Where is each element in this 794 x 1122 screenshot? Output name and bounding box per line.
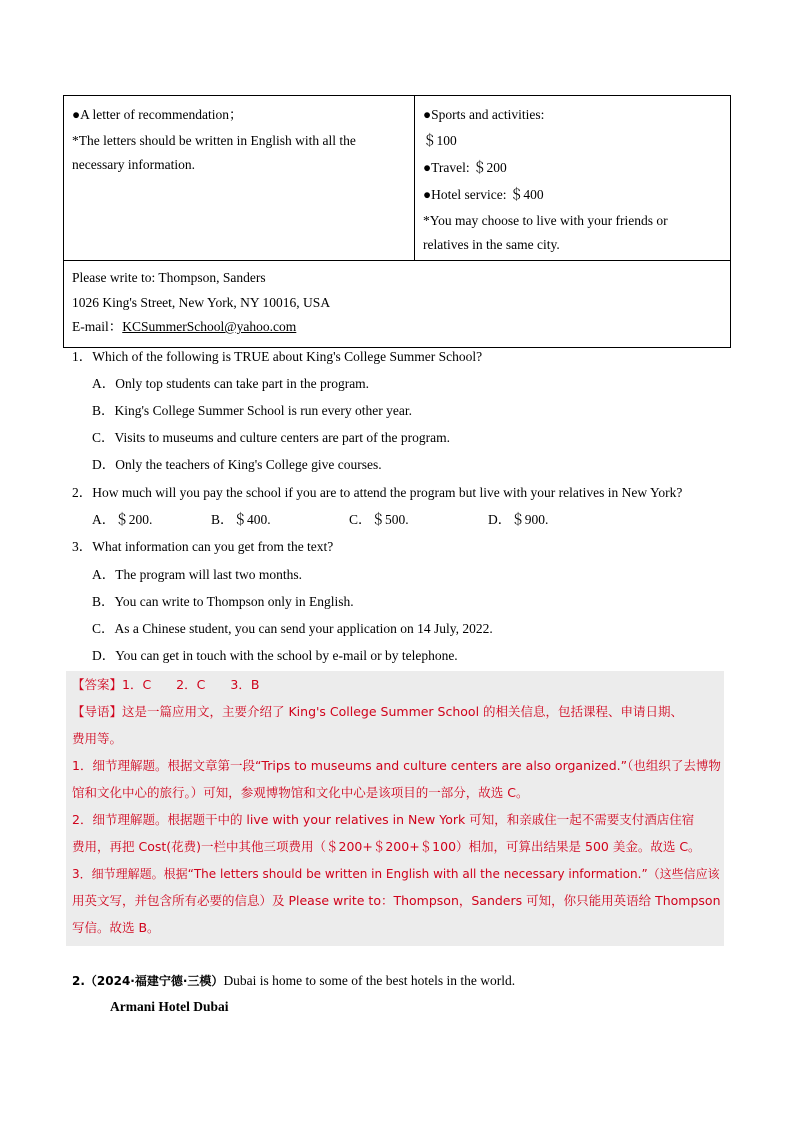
question-2-option-b: B．＄400. bbox=[211, 512, 271, 527]
explanation-q1-cont: 馆和文化中心的旅行。）可知，参观博物馆和文化中心是该项目的一部分，故选 C。 bbox=[72, 785, 529, 800]
cost-note: *You may choose to live with your friends or bbox=[423, 213, 668, 228]
explanation-q3-end: 写信。故选 B。 bbox=[72, 920, 160, 935]
question-3-option-c: C．As a Chinese student, you can send your application on 14 July, 2022. bbox=[92, 621, 493, 636]
info-table bbox=[63, 95, 731, 348]
contact-address: 1026 King's Street, New York, NY 10016, USA bbox=[72, 294, 331, 310]
explanation-q2-cont: 费用，再把 Cost(花费)一栏中其他三项费用（＄200+＄200+＄100）相加，可算出结果是 500 美金。故选 C。 bbox=[72, 839, 701, 854]
table-cell-costs bbox=[415, 96, 730, 261]
explanation-q1: 1．细节理解题。根据文章第一段“Trips to museums and culture centers are also organized.”（也组织了去博物 bbox=[72, 758, 721, 773]
question-3-option-b: B．You can write to Thompson only in English. bbox=[92, 594, 354, 609]
email-label: E-mail： bbox=[72, 319, 123, 334]
question-3-option-a: A．The program will last two months. bbox=[92, 567, 302, 582]
question-1-option-c: C．Visits to museums and culture centers are part of the program. bbox=[92, 430, 450, 445]
answer-key: 【答案】1．C 2．C 3．B bbox=[72, 677, 260, 692]
table-cell-requirements bbox=[64, 96, 415, 261]
requirement-note: *The letters should be written in English with all the bbox=[72, 132, 356, 148]
question-2-stem: 2．How much will you pay the school if you are to attend the program but live with your relatives in New York? bbox=[72, 485, 683, 500]
contact-name: Please write to: Thompson, Sanders bbox=[72, 270, 266, 285]
explanation-q2: 2．细节理解题。根据题干中的 live with your relatives in New York 可知，和亲戚住一起不需要支付酒店住宿 bbox=[72, 812, 695, 827]
cost-sports-label: ●Sports and activities: bbox=[423, 107, 545, 122]
question-1-stem: 1．Which of the following is TRUE about King's College Summer School? bbox=[72, 349, 483, 364]
question-2-option-d: D．＄900. bbox=[488, 512, 549, 527]
question-1-option-d: D．Only the teachers of King's College give courses. bbox=[92, 457, 382, 472]
cost-note-cont: relatives in the same city. bbox=[423, 237, 560, 252]
next-passage-text: Dubai is home to some of the best hotels in the world. bbox=[223, 973, 516, 988]
next-passage-intro bbox=[72, 972, 515, 989]
question-1-option-b: B．King's College Summer School is run every other year. bbox=[92, 403, 413, 418]
hotel-heading: Armani Hotel Dubai bbox=[110, 999, 229, 1014]
explanation-q3-cont: 用英文写，并包含所有必要的信息）及 Please write to：Thompson，Sanders 可知，你只能用英语给 Thompson bbox=[72, 893, 721, 908]
explanation-intro-cont: 费用等。 bbox=[72, 731, 123, 746]
requirement-note-cont: necessary information. bbox=[72, 156, 195, 172]
cost-travel: ●Travel: ＄200 bbox=[423, 160, 507, 175]
cost-sports-value: ＄100 bbox=[423, 133, 457, 148]
explanation-q3: 3．细节理解题。根据“The letters should be written in English with all the necessary information.”（这些信应该 bbox=[72, 867, 720, 881]
email-link[interactable]: KCSummerSchool@yahoo.com bbox=[122, 319, 297, 334]
question-2-option-a: A．＄200. bbox=[92, 512, 153, 527]
question-1-option-a: A．Only top students can take part in the program. bbox=[92, 376, 370, 391]
question-3-option-d: D．You can get in touch with the school by e-mail or by telephone. bbox=[92, 648, 458, 663]
question-3-stem: 3．What information can you get from the text? bbox=[72, 539, 334, 554]
table-cell-contact bbox=[64, 261, 730, 347]
question-2-option-c: C．＄500. bbox=[349, 512, 409, 527]
contact-email-line bbox=[72, 315, 730, 340]
explanation-intro: 【导语】这是一篇应用文，主要介绍了 King's College Summer School 的相关信息，包括课程、申请日期、 bbox=[72, 704, 684, 719]
next-passage-source: 2.（2024·福建宁德·三模） bbox=[72, 974, 224, 988]
answer-explanation-box bbox=[66, 671, 724, 946]
cost-hotel: ●Hotel service: ＄400 bbox=[423, 187, 544, 202]
requirement-item: ●A letter of recommendation； bbox=[72, 107, 243, 122]
